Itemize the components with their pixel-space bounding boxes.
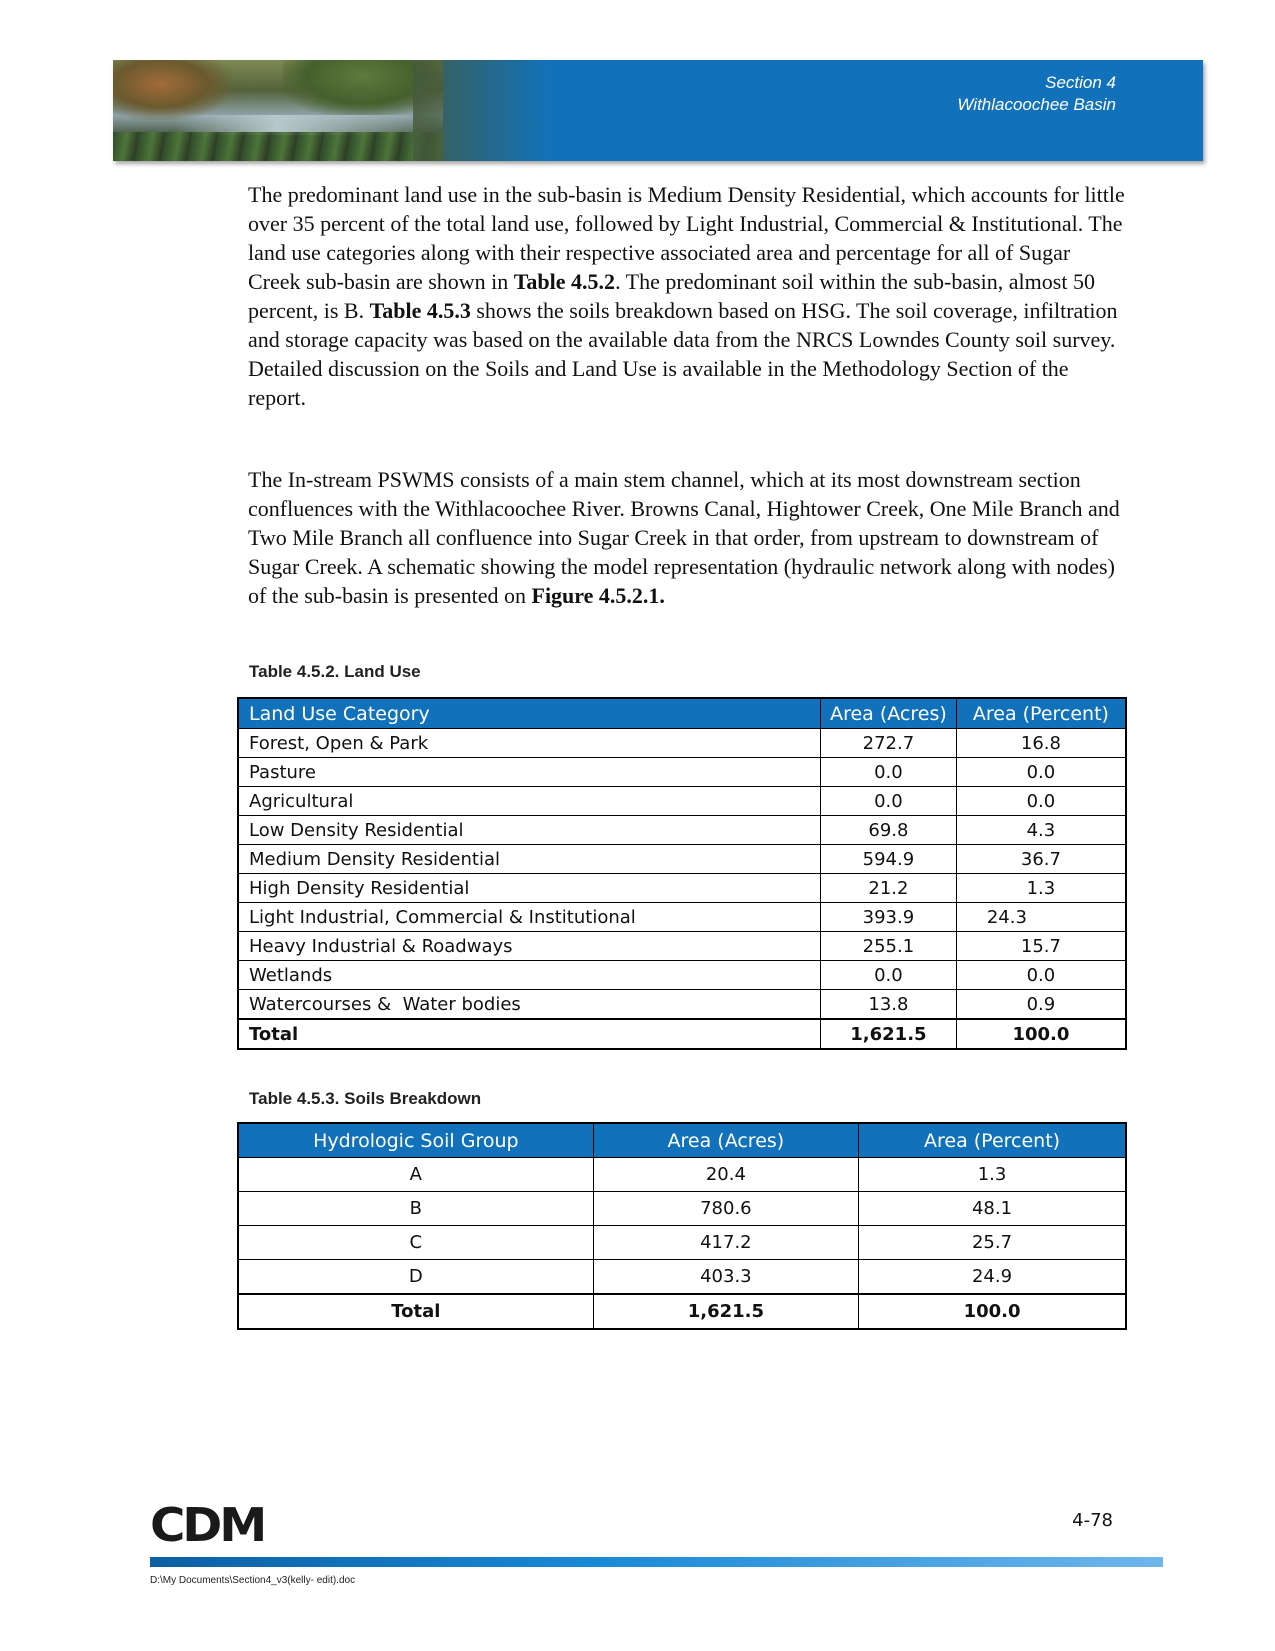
cell-acres: 780.6: [593, 1192, 858, 1226]
cell-acres: 21.2: [821, 874, 957, 903]
table-row: [238, 932, 1126, 961]
table-total-row: [238, 1019, 1126, 1049]
table-row: [238, 729, 1126, 758]
cell-percent: 1.3: [859, 1158, 1126, 1192]
figure-ref-4-5-2-1: Figure 4.5.2.1.: [531, 583, 665, 608]
cell-soil-group: C: [238, 1226, 593, 1260]
cell-category: Agricultural: [238, 787, 821, 816]
total-label: Total: [238, 1019, 821, 1049]
cdm-logo: CDM: [150, 1498, 265, 1552]
table-row: [238, 845, 1126, 874]
total-label: Total: [238, 1294, 593, 1329]
table-row: [238, 1226, 1126, 1260]
paragraph1-text-3: shows the soils breakdown based on HSG. The soil coverage, infiltration and storage capacity was based on the available data from the NRCS Lowndes County soil survey. Detailed discussion on the Soils and Land Use is available in the Methodology Section of the report.: [248, 298, 1118, 410]
paragraph1-text-1: The predominant land use in the sub-basin is Medium Density Residential, which accounts for little over 35 percent of the total land use, followed by Light Industrial, Commercial & Institutional. The land use categories along with their respective associated area and percentage for all of Sugar Creek sub-basin are shown in: [248, 182, 1125, 294]
table-soils-caption: Table 4.5.3. Soils Breakdown: [249, 1089, 482, 1108]
cell-acres: 594.9: [821, 845, 957, 874]
cell-percent: 48.1: [859, 1192, 1126, 1226]
cell-acres: 0.0: [821, 787, 957, 816]
table-ref-4-5-3: Table 4.5.3: [369, 298, 471, 323]
footer-divider-bar: [150, 1557, 1163, 1567]
cell-category: High Density Residential: [238, 874, 821, 903]
header-basin: Withlacoochee Basin: [957, 95, 1116, 114]
cell-category: Forest, Open & Park: [238, 729, 821, 758]
cell-category: Heavy Industrial & Roadways: [238, 932, 821, 961]
table-soils-breakdown: [237, 1122, 1127, 1330]
header-photo-fade: [413, 60, 553, 161]
table-header-row: [238, 1123, 1126, 1158]
page-header-band: [113, 60, 1203, 161]
cell-percent: 0.0: [956, 787, 1126, 816]
header-soil-group: Hydrologic Soil Group: [238, 1123, 593, 1158]
cell-percent: 36.7: [956, 845, 1126, 874]
paragraph-instream: [248, 465, 1128, 610]
table-row: [238, 1260, 1126, 1295]
cell-percent: 15.7: [956, 932, 1126, 961]
cell-percent: 25.7: [859, 1226, 1126, 1260]
cell-percent: 1.3: [956, 874, 1126, 903]
table-row: [238, 990, 1126, 1020]
cell-acres: 0.0: [821, 961, 957, 990]
cell-category: Pasture: [238, 758, 821, 787]
total-percent: 100.0: [859, 1294, 1126, 1329]
cell-acres: 255.1: [821, 932, 957, 961]
table-row: [238, 1158, 1126, 1192]
cell-category: Low Density Residential: [238, 816, 821, 845]
cell-acres: 403.3: [593, 1260, 858, 1295]
photo-trees-left: [113, 60, 233, 120]
cell-acres: 393.9: [821, 903, 957, 932]
cell-percent: 4.3: [956, 816, 1126, 845]
header-photo-image: [113, 60, 443, 161]
header-area-percent: Area (Percent): [956, 698, 1126, 729]
table-header-row: [238, 698, 1126, 729]
cell-acres: 272.7: [821, 729, 957, 758]
header-area-acres: Area (Acres): [821, 698, 957, 729]
header-area-acres: Area (Acres): [593, 1123, 858, 1158]
total-percent: 100.0: [956, 1019, 1126, 1049]
cell-category: Light Industrial, Commercial & Institutional: [238, 903, 821, 932]
table-total-row: [238, 1294, 1126, 1329]
cell-percent: 0.0: [956, 961, 1126, 990]
table-row: [238, 961, 1126, 990]
page-number: 4-78: [1072, 1510, 1113, 1531]
header-text: [957, 72, 1116, 116]
total-acres: 1,621.5: [593, 1294, 858, 1329]
cell-soil-group: B: [238, 1192, 593, 1226]
document-file-path: D:\My Documents\Section4_v3(kelly- edit).doc: [150, 1575, 356, 1586]
table-row: [238, 816, 1126, 845]
paragraph-land-use: [248, 180, 1128, 412]
paragraph1-text-2: . The predominant soil within the sub-basin, almost 50 percent, is B.: [248, 269, 1095, 323]
total-acres: 1,621.5: [821, 1019, 957, 1049]
cell-acres: 13.8: [821, 990, 957, 1020]
table-row: [238, 874, 1126, 903]
paragraph2-text-1: The In-stream PSWMS consists of a main stem channel, which at its most downstream section confluences with the Withlacoochee River. Browns Canal, Hightower Creek, One Mile Branch and Two Mile Branch all confluence into Sugar Creek in that order, from upstream to downstream of Sugar Creek. A schematic showing the model representation (hydraulic network along with nodes) of the sub-basin is presented on: [248, 467, 1120, 608]
table-row: [238, 1192, 1126, 1226]
photo-lily-pads: [113, 132, 443, 161]
table-row: [238, 758, 1126, 787]
cell-acres: 69.8: [821, 816, 957, 845]
table-ref-4-5-2: Table 4.5.2: [513, 269, 616, 294]
header-section: Section 4: [1045, 73, 1116, 92]
table-land-use-caption: Table 4.5.2. Land Use: [249, 662, 421, 681]
cell-soil-group: D: [238, 1260, 593, 1295]
cell-percent: 0.0: [956, 758, 1126, 787]
table-row: [238, 903, 1126, 932]
cell-soil-group: A: [238, 1158, 593, 1192]
cell-percent: 24.9: [859, 1260, 1126, 1295]
cell-category: Watercourses & Water bodies: [238, 990, 821, 1020]
header-area-percent: Area (Percent): [859, 1123, 1126, 1158]
cell-acres: 0.0: [821, 758, 957, 787]
cell-category: Wetlands: [238, 961, 821, 990]
cell-percent: 0.9: [956, 990, 1126, 1020]
cell-acres: 20.4: [593, 1158, 858, 1192]
cell-category: Medium Density Residential: [238, 845, 821, 874]
cell-acres: 417.2: [593, 1226, 858, 1260]
table-land-use: [237, 697, 1127, 1050]
cell-percent: 24.3: [956, 903, 1126, 932]
cell-percent: 16.8: [956, 729, 1126, 758]
table-row: [238, 787, 1126, 816]
header-land-use-category: Land Use Category: [238, 698, 821, 729]
